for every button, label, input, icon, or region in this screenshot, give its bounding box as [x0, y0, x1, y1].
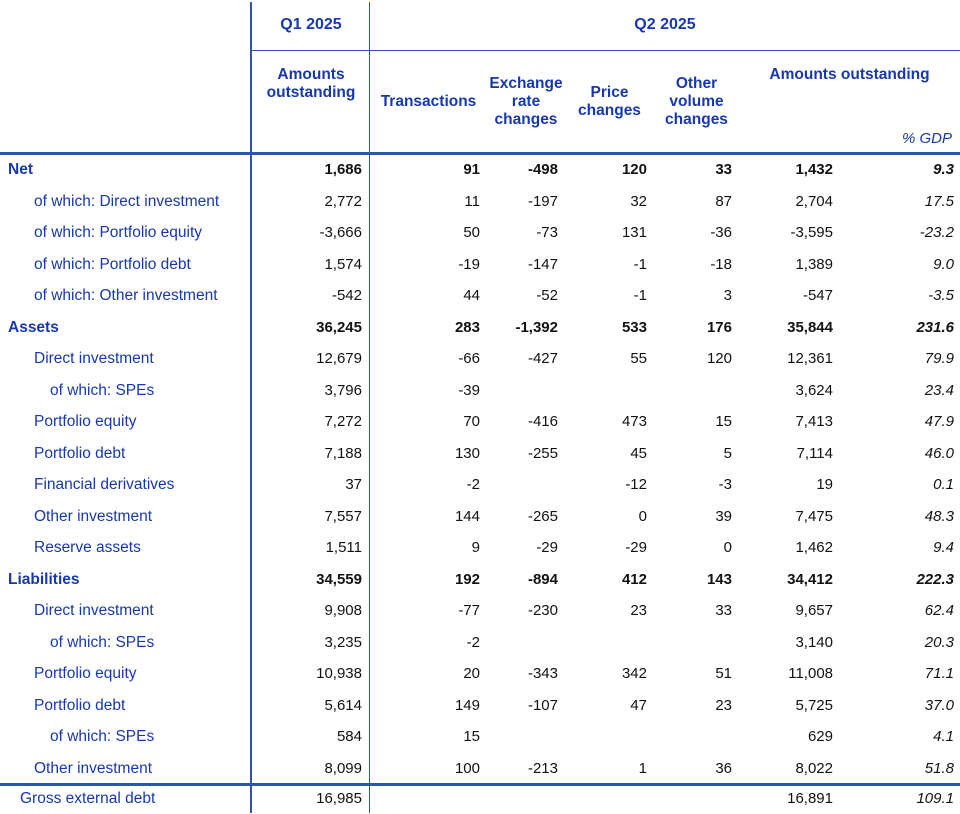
cell-transactions: 130	[454, 444, 480, 462]
cell-pct-gdp: -23.2	[919, 224, 954, 241]
cell-pct-gdp: 48.3	[924, 507, 954, 525]
cell-other-volume-changes: 3	[723, 287, 732, 304]
cell-other-volume-changes: 39	[715, 507, 732, 525]
row-label: Portfolio debt	[34, 696, 126, 714]
table-row	[0, 375, 960, 407]
cell-amounts-outstanding: -547	[802, 287, 833, 304]
amounts-outstanding-label: Amounts outstanding	[769, 66, 930, 83]
cell-pct-gdp: 47.9	[924, 413, 954, 430]
cell-q1-amounts: 37	[345, 476, 362, 493]
cell-exchange-rate-changes: -213	[527, 759, 558, 777]
cell-other-volume-changes: 33	[715, 602, 732, 619]
cell-exchange-rate-changes	[487, 627, 565, 659]
cell-other-volume-changes: 120	[706, 350, 732, 367]
cell-transactions: -77	[458, 602, 480, 619]
cell-transactions	[370, 785, 487, 814]
cell-q1-amounts: 36,245	[316, 318, 362, 336]
row-label: Portfolio debt	[34, 444, 126, 462]
cell-q1-amounts: 2,772	[324, 192, 362, 210]
cell-amounts-outstanding: 12,361	[787, 350, 833, 367]
cell-exchange-rate-changes: -29	[536, 539, 558, 556]
col-header-exchange-rate-changes: Exchange rate changes	[489, 75, 563, 128]
header-body-divider	[0, 152, 960, 155]
cell-exchange-rate-changes	[487, 785, 565, 814]
cell-price-changes: 473	[621, 413, 647, 430]
cell-transactions: 100	[454, 759, 480, 777]
cell-price-changes	[565, 785, 654, 814]
cell-exchange-rate-changes: -73	[536, 224, 558, 241]
cell-other-volume-changes	[654, 627, 739, 659]
cell-price-changes: -12	[625, 476, 647, 493]
cell-price-changes: 0	[638, 507, 647, 525]
cell-amounts-outstanding: 7,475	[795, 507, 833, 525]
row-label: of which: SPEs	[50, 728, 155, 745]
row-label: of which: Other investment	[34, 287, 218, 304]
cell-pct-gdp: 0.1	[933, 476, 954, 493]
cell-amounts-outstanding: 629	[807, 728, 833, 745]
cell-q1-amounts: 9,908	[324, 602, 362, 619]
cell-transactions: -66	[458, 350, 480, 367]
cell-amounts-outstanding: 8,022	[795, 759, 833, 777]
table-row	[0, 186, 960, 218]
cell-transactions: 20	[463, 665, 480, 682]
cell-exchange-rate-changes: -498	[527, 161, 558, 178]
q2-2025-header: Q2 2025	[634, 16, 696, 33]
column-header-row	[0, 50, 960, 154]
cell-exchange-rate-changes: -1,392	[515, 318, 558, 336]
row-label: Other investment	[34, 759, 153, 777]
cell-q1-amounts: 7,557	[324, 507, 362, 525]
cell-transactions: 192	[454, 570, 480, 588]
col-header-other-volume-changes: Other volume changes	[665, 75, 728, 128]
cell-q1-amounts: 1,511	[325, 539, 362, 556]
cell-other-volume-changes: 51	[715, 665, 732, 682]
cell-q1-amounts: 8,099	[324, 759, 362, 777]
cell-pct-gdp: 109.1	[916, 790, 954, 807]
cell-pct-gdp: 37.0	[924, 696, 954, 714]
cell-transactions: 15	[463, 728, 480, 745]
cell-pct-gdp: 79.9	[924, 350, 954, 367]
table-row	[0, 627, 960, 659]
col-header-price-changes: Price changes	[578, 84, 641, 119]
cell-other-volume-changes: 33	[715, 161, 732, 178]
cell-price-changes: 131	[621, 224, 647, 241]
cell-q1-amounts: 1,686	[324, 161, 362, 178]
cell-amounts-outstanding: 5,725	[795, 696, 833, 714]
cell-exchange-rate-changes: -427	[527, 350, 558, 367]
table-row	[0, 406, 960, 438]
table-row	[0, 658, 960, 690]
cell-other-volume-changes: 0	[723, 539, 732, 556]
col-header-transactions: Transactions	[380, 93, 477, 111]
cell-q1-amounts: 34,559	[316, 570, 362, 588]
table-row	[0, 784, 960, 814]
cell-exchange-rate-changes: -416	[527, 413, 558, 430]
row-label: Assets	[8, 318, 59, 336]
cell-exchange-rate-changes: -265	[527, 507, 558, 525]
cell-q1-amounts: -542	[331, 287, 362, 304]
table-row	[0, 249, 960, 281]
row-label: Direct investment	[34, 350, 154, 367]
cell-q1-amounts: 3,796	[324, 381, 362, 399]
cell-other-volume-changes: -18	[710, 255, 732, 273]
cell-price-changes	[565, 721, 654, 753]
cell-pct-gdp: 51.8	[924, 759, 954, 777]
cell-other-volume-changes	[654, 721, 739, 753]
cell-exchange-rate-changes: -343	[527, 665, 558, 682]
cell-price-changes: 120	[621, 161, 647, 178]
table-row	[0, 532, 960, 564]
cell-amounts-outstanding: 11,008	[788, 665, 833, 682]
vertical-divider-q1-q2	[369, 2, 371, 813]
table-row	[0, 721, 960, 753]
table-row	[0, 469, 960, 501]
cell-amounts-outstanding: 19	[816, 476, 833, 493]
cell-q1-amounts: 7,188	[324, 444, 362, 462]
cell-other-volume-changes: 176	[706, 318, 732, 336]
cell-pct-gdp: -3.5	[928, 287, 954, 304]
row-label: of which: SPEs	[50, 633, 155, 651]
cell-other-volume-changes: 15	[715, 413, 732, 430]
row-label: Gross external debt	[20, 790, 156, 807]
cell-transactions: 50	[463, 224, 480, 241]
header-spacer	[0, 50, 252, 154]
table-row	[0, 280, 960, 312]
cell-price-changes: 342	[621, 665, 647, 682]
row-label: Financial derivatives	[34, 476, 175, 493]
row-label: Net	[8, 161, 33, 178]
table-row	[0, 595, 960, 627]
gross-debt-divider	[0, 783, 960, 786]
cell-other-volume-changes: -36	[710, 224, 732, 241]
cell-amounts-outstanding: -3,595	[790, 224, 833, 241]
row-label: Portfolio equity	[34, 665, 137, 682]
cell-amounts-outstanding: 2,704	[795, 192, 833, 210]
row-label: Portfolio equity	[34, 413, 137, 430]
cell-amounts-outstanding: 3,140	[795, 633, 833, 651]
period-header-divider	[252, 50, 960, 51]
cell-exchange-rate-changes	[487, 469, 565, 501]
cell-other-volume-changes: 23	[715, 696, 732, 714]
cell-transactions: -19	[458, 255, 480, 273]
cell-price-changes	[565, 627, 654, 659]
cell-q1-amounts: 7,272	[324, 413, 362, 430]
cell-other-volume-changes: 143	[706, 570, 732, 588]
cell-pct-gdp: 9.4	[933, 539, 954, 556]
cell-amounts-outstanding: 16,891	[787, 790, 833, 807]
cell-transactions: 70	[463, 413, 480, 430]
cell-transactions: 283	[454, 318, 480, 336]
cell-price-changes: 533	[621, 318, 647, 336]
cell-amounts-outstanding: 7,413	[795, 413, 833, 430]
cell-pct-gdp: 231.6	[916, 318, 954, 336]
cell-pct-gdp: 4.1	[933, 728, 954, 745]
cell-q1-amounts: -3,666	[319, 224, 362, 241]
table-row	[0, 753, 960, 785]
cell-transactions: 149	[454, 696, 480, 714]
cell-pct-gdp: 9.0	[933, 255, 954, 273]
cell-price-changes: 55	[630, 350, 647, 367]
cell-other-volume-changes: 36	[715, 759, 732, 777]
cell-amounts-outstanding: 1,389	[795, 255, 833, 273]
cell-exchange-rate-changes: -147	[527, 255, 558, 273]
pct-gdp-unit-label: % GDP	[901, 129, 952, 147]
cell-exchange-rate-changes: -230	[527, 602, 558, 619]
cell-other-volume-changes	[654, 375, 739, 407]
cell-transactions: 9	[471, 539, 480, 556]
cell-q1-amounts: 16,985	[316, 790, 362, 807]
cell-price-changes: 412	[621, 570, 647, 588]
cell-q1-amounts: 10,938	[316, 665, 362, 682]
cell-amounts-outstanding: 7,114	[796, 444, 833, 462]
cell-amounts-outstanding: 3,624	[795, 381, 833, 399]
row-label: of which: Portfolio equity	[34, 224, 203, 241]
table-row	[0, 501, 960, 533]
cell-price-changes: 1	[638, 759, 647, 777]
cell-price-changes: -1	[633, 287, 647, 304]
cell-exchange-rate-changes: -255	[527, 444, 558, 462]
col-header-q2-amounts-outstanding	[739, 50, 960, 154]
cell-pct-gdp: 71.1	[924, 665, 954, 682]
cell-exchange-rate-changes: -197	[527, 192, 558, 210]
cell-exchange-rate-changes	[487, 721, 565, 753]
cell-price-changes: 32	[630, 192, 647, 210]
period-header-row	[0, 0, 960, 50]
cell-pct-gdp: 222.3	[916, 570, 954, 588]
cell-other-volume-changes: 87	[715, 192, 732, 210]
table-row	[0, 690, 960, 722]
cell-amounts-outstanding: 1,432	[795, 161, 833, 178]
table-row	[0, 564, 960, 596]
cell-amounts-outstanding: 1,462	[795, 539, 833, 556]
cell-price-changes: 47	[630, 696, 647, 714]
row-label: of which: Portfolio debt	[34, 255, 191, 273]
cell-q1-amounts: 1,574	[324, 255, 362, 273]
row-label: Other investment	[34, 507, 153, 525]
cell-transactions: -2	[466, 476, 480, 493]
cell-transactions: 144	[454, 507, 480, 525]
row-label: Direct investment	[34, 602, 154, 619]
cell-price-changes	[565, 375, 654, 407]
row-label: Reserve assets	[34, 539, 141, 556]
cell-exchange-rate-changes	[487, 375, 565, 407]
cell-q1-amounts: 5,614	[324, 696, 362, 714]
cell-q1-amounts: 12,679	[316, 350, 362, 367]
row-label: of which: Direct investment	[34, 192, 220, 210]
table-body	[0, 154, 960, 814]
row-label: of which: SPEs	[50, 381, 155, 399]
cell-transactions: 44	[463, 287, 480, 304]
col-header-q1-amounts-outstanding: Amounts outstanding	[266, 66, 356, 101]
cell-transactions: 91	[463, 161, 480, 178]
cell-price-changes: -1	[633, 255, 647, 273]
cell-price-changes: -29	[625, 539, 647, 556]
cell-transactions: -2	[466, 633, 480, 651]
cell-other-volume-changes: 5	[723, 444, 732, 462]
table-row	[0, 154, 960, 186]
header-spacer	[0, 0, 252, 50]
cell-exchange-rate-changes: -894	[527, 570, 558, 588]
cell-pct-gdp: 62.4	[924, 602, 954, 619]
cell-price-changes: 45	[630, 444, 647, 462]
cell-price-changes: 23	[630, 602, 647, 619]
table-row	[0, 343, 960, 375]
cell-q1-amounts: 3,235	[324, 633, 362, 651]
cell-pct-gdp: 20.3	[924, 633, 954, 651]
cell-amounts-outstanding: 9,657	[795, 602, 833, 619]
cell-exchange-rate-changes: -107	[527, 696, 558, 714]
cell-transactions: -39	[458, 381, 480, 399]
vertical-divider-labels	[250, 2, 252, 813]
cell-pct-gdp: 9.3	[933, 161, 954, 178]
cell-pct-gdp: 23.4	[924, 381, 954, 399]
q1-2025-header: Q1 2025	[280, 16, 342, 33]
table-row	[0, 312, 960, 344]
cell-exchange-rate-changes: -52	[536, 287, 558, 304]
cell-amounts-outstanding: 34,412	[787, 570, 833, 588]
cell-pct-gdp: 46.0	[924, 444, 954, 462]
cell-other-volume-changes	[654, 785, 739, 814]
cell-transactions: 11	[464, 192, 480, 210]
table-row	[0, 438, 960, 470]
cell-other-volume-changes: -3	[718, 476, 732, 493]
table-row	[0, 217, 960, 249]
cell-amounts-outstanding: 35,844	[787, 318, 833, 336]
row-label: Liabilities	[8, 570, 80, 588]
cell-q1-amounts: 584	[336, 728, 362, 745]
cell-pct-gdp: 17.5	[924, 192, 954, 210]
